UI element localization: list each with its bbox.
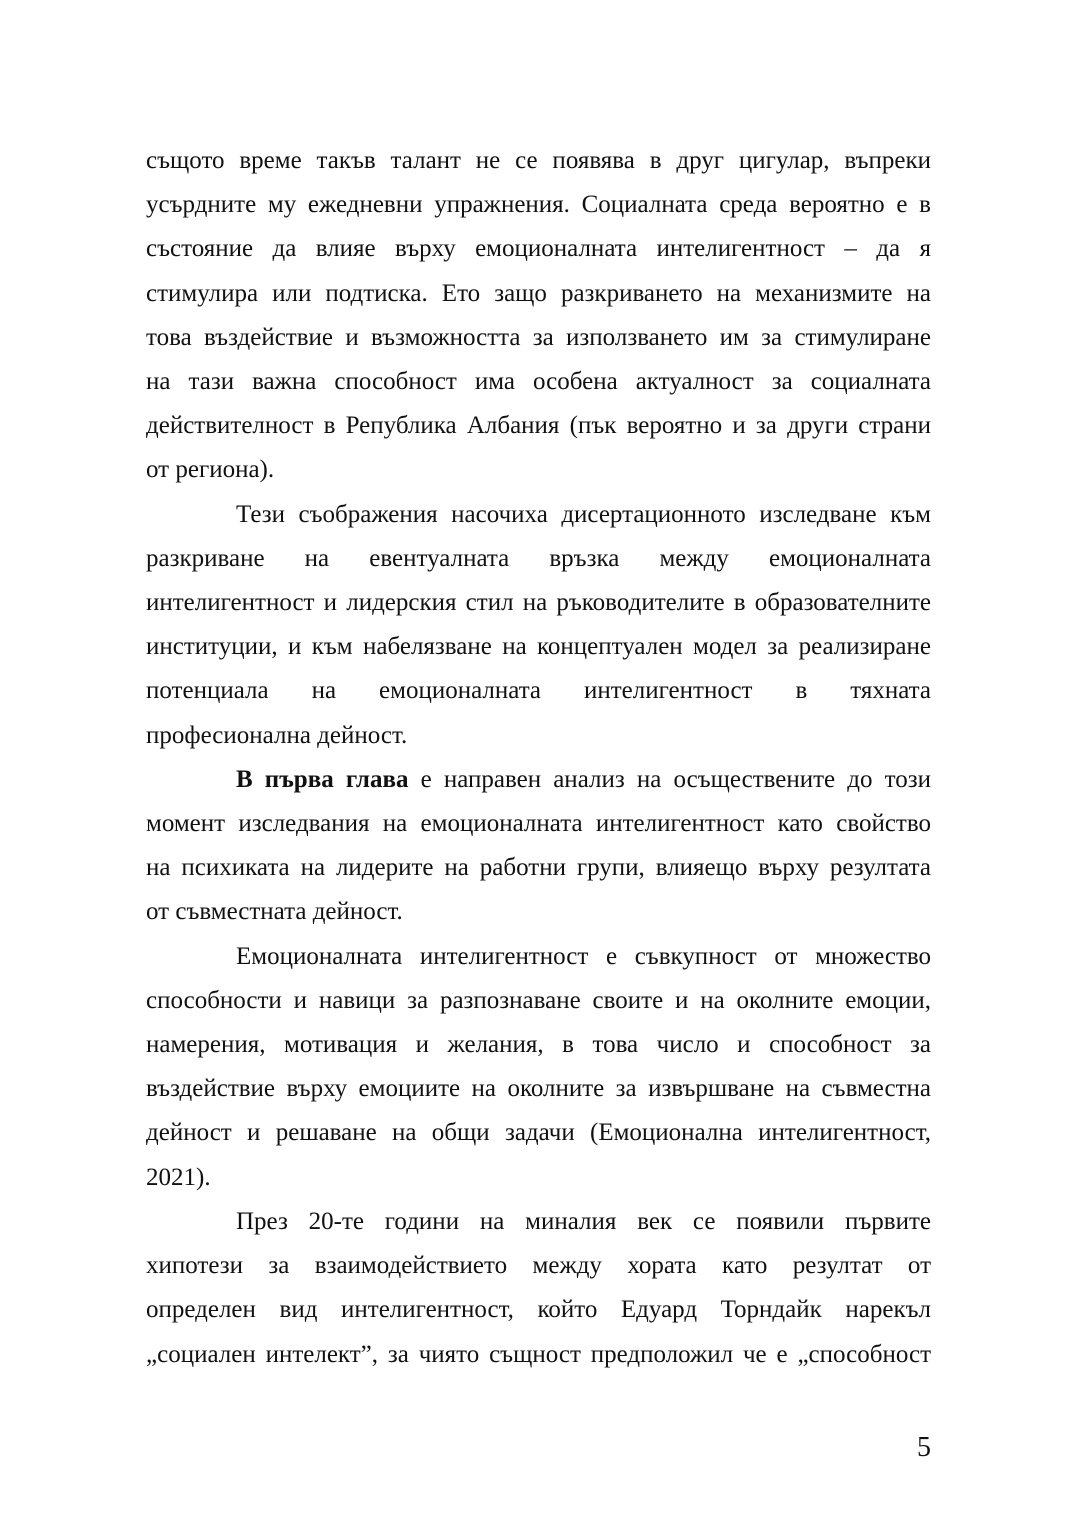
text-line: потенциала на емоционалната интелигентност в тяхната (146, 677, 931, 704)
text-line: интелигентност и лидерския стил на ръководителите в образователните (146, 589, 931, 616)
text-line: усърдните му ежедневни упражнения. Социалната среда вероятно е в (146, 191, 931, 218)
text-line: на тази важна способност има особена актуалност за социалната (146, 368, 931, 395)
text-line: институции, и към набелязване на концептуален модел за реализиране (146, 633, 931, 660)
chapter-lead: В първа глава (236, 766, 409, 793)
text-line: Емоционалната интелигентност е съвкупност от множество (236, 943, 931, 970)
text-line: на психиката на лидерите на работни групи, влияещо върху резултата (146, 854, 931, 881)
text-line: момент изследвания на емоционалната интелигентност като свойство (146, 810, 931, 837)
text-line: „социален интелект”, за чиято същност предположил че е „способност (146, 1341, 931, 1368)
text-line: 2021). (146, 1164, 211, 1191)
text-line: това въздействие и възможността за използването им за стимулиране (146, 324, 931, 351)
text-span: е направен анализ на осъществените до този (408, 766, 931, 793)
text-line: професионална дейност. (146, 722, 408, 749)
text-line: способности и навици за разпознаване своите и на околните емоции, (146, 987, 931, 1014)
text-line: разкриване на евентуалната връзка между емоционалната (146, 545, 931, 572)
text-line: действителност в Република Албания (пък вероятно и за други страни (146, 412, 931, 439)
text-line: дейност и решаване на общи задачи (Емоционална интелигентност, (146, 1119, 931, 1146)
text-line: През 20-те години на миналия век се появили първите (236, 1208, 931, 1235)
text-line: стимулира или подтиска. Ето защо разкриването на механизмите на (146, 280, 931, 307)
text-line: Тези съображения насочиха дисертационното изследване към (236, 501, 931, 528)
text-line: определен вид интелигентност, който Едуард Торндайк нарекъл (146, 1296, 931, 1323)
text-line: от съвместната дейност. (146, 898, 403, 925)
page-number: 5 (917, 1432, 931, 1463)
text-line: същото време такъв талант не се появява в друг цигулар, въпреки (146, 147, 931, 174)
text-line: от региона). (146, 456, 275, 483)
text-line (236, 765, 931, 795)
text-line: въздействие върху емоциите на околните за извършване на съвместна (146, 1075, 931, 1102)
text-line: хипотези за взаимодействието между хората като резултат от (146, 1252, 931, 1279)
text-line: намерения, мотивация и желания, в това число и способност за (146, 1031, 931, 1058)
text-line: състояние да влияе върху емоционалната интелигентност – да я (146, 235, 931, 262)
